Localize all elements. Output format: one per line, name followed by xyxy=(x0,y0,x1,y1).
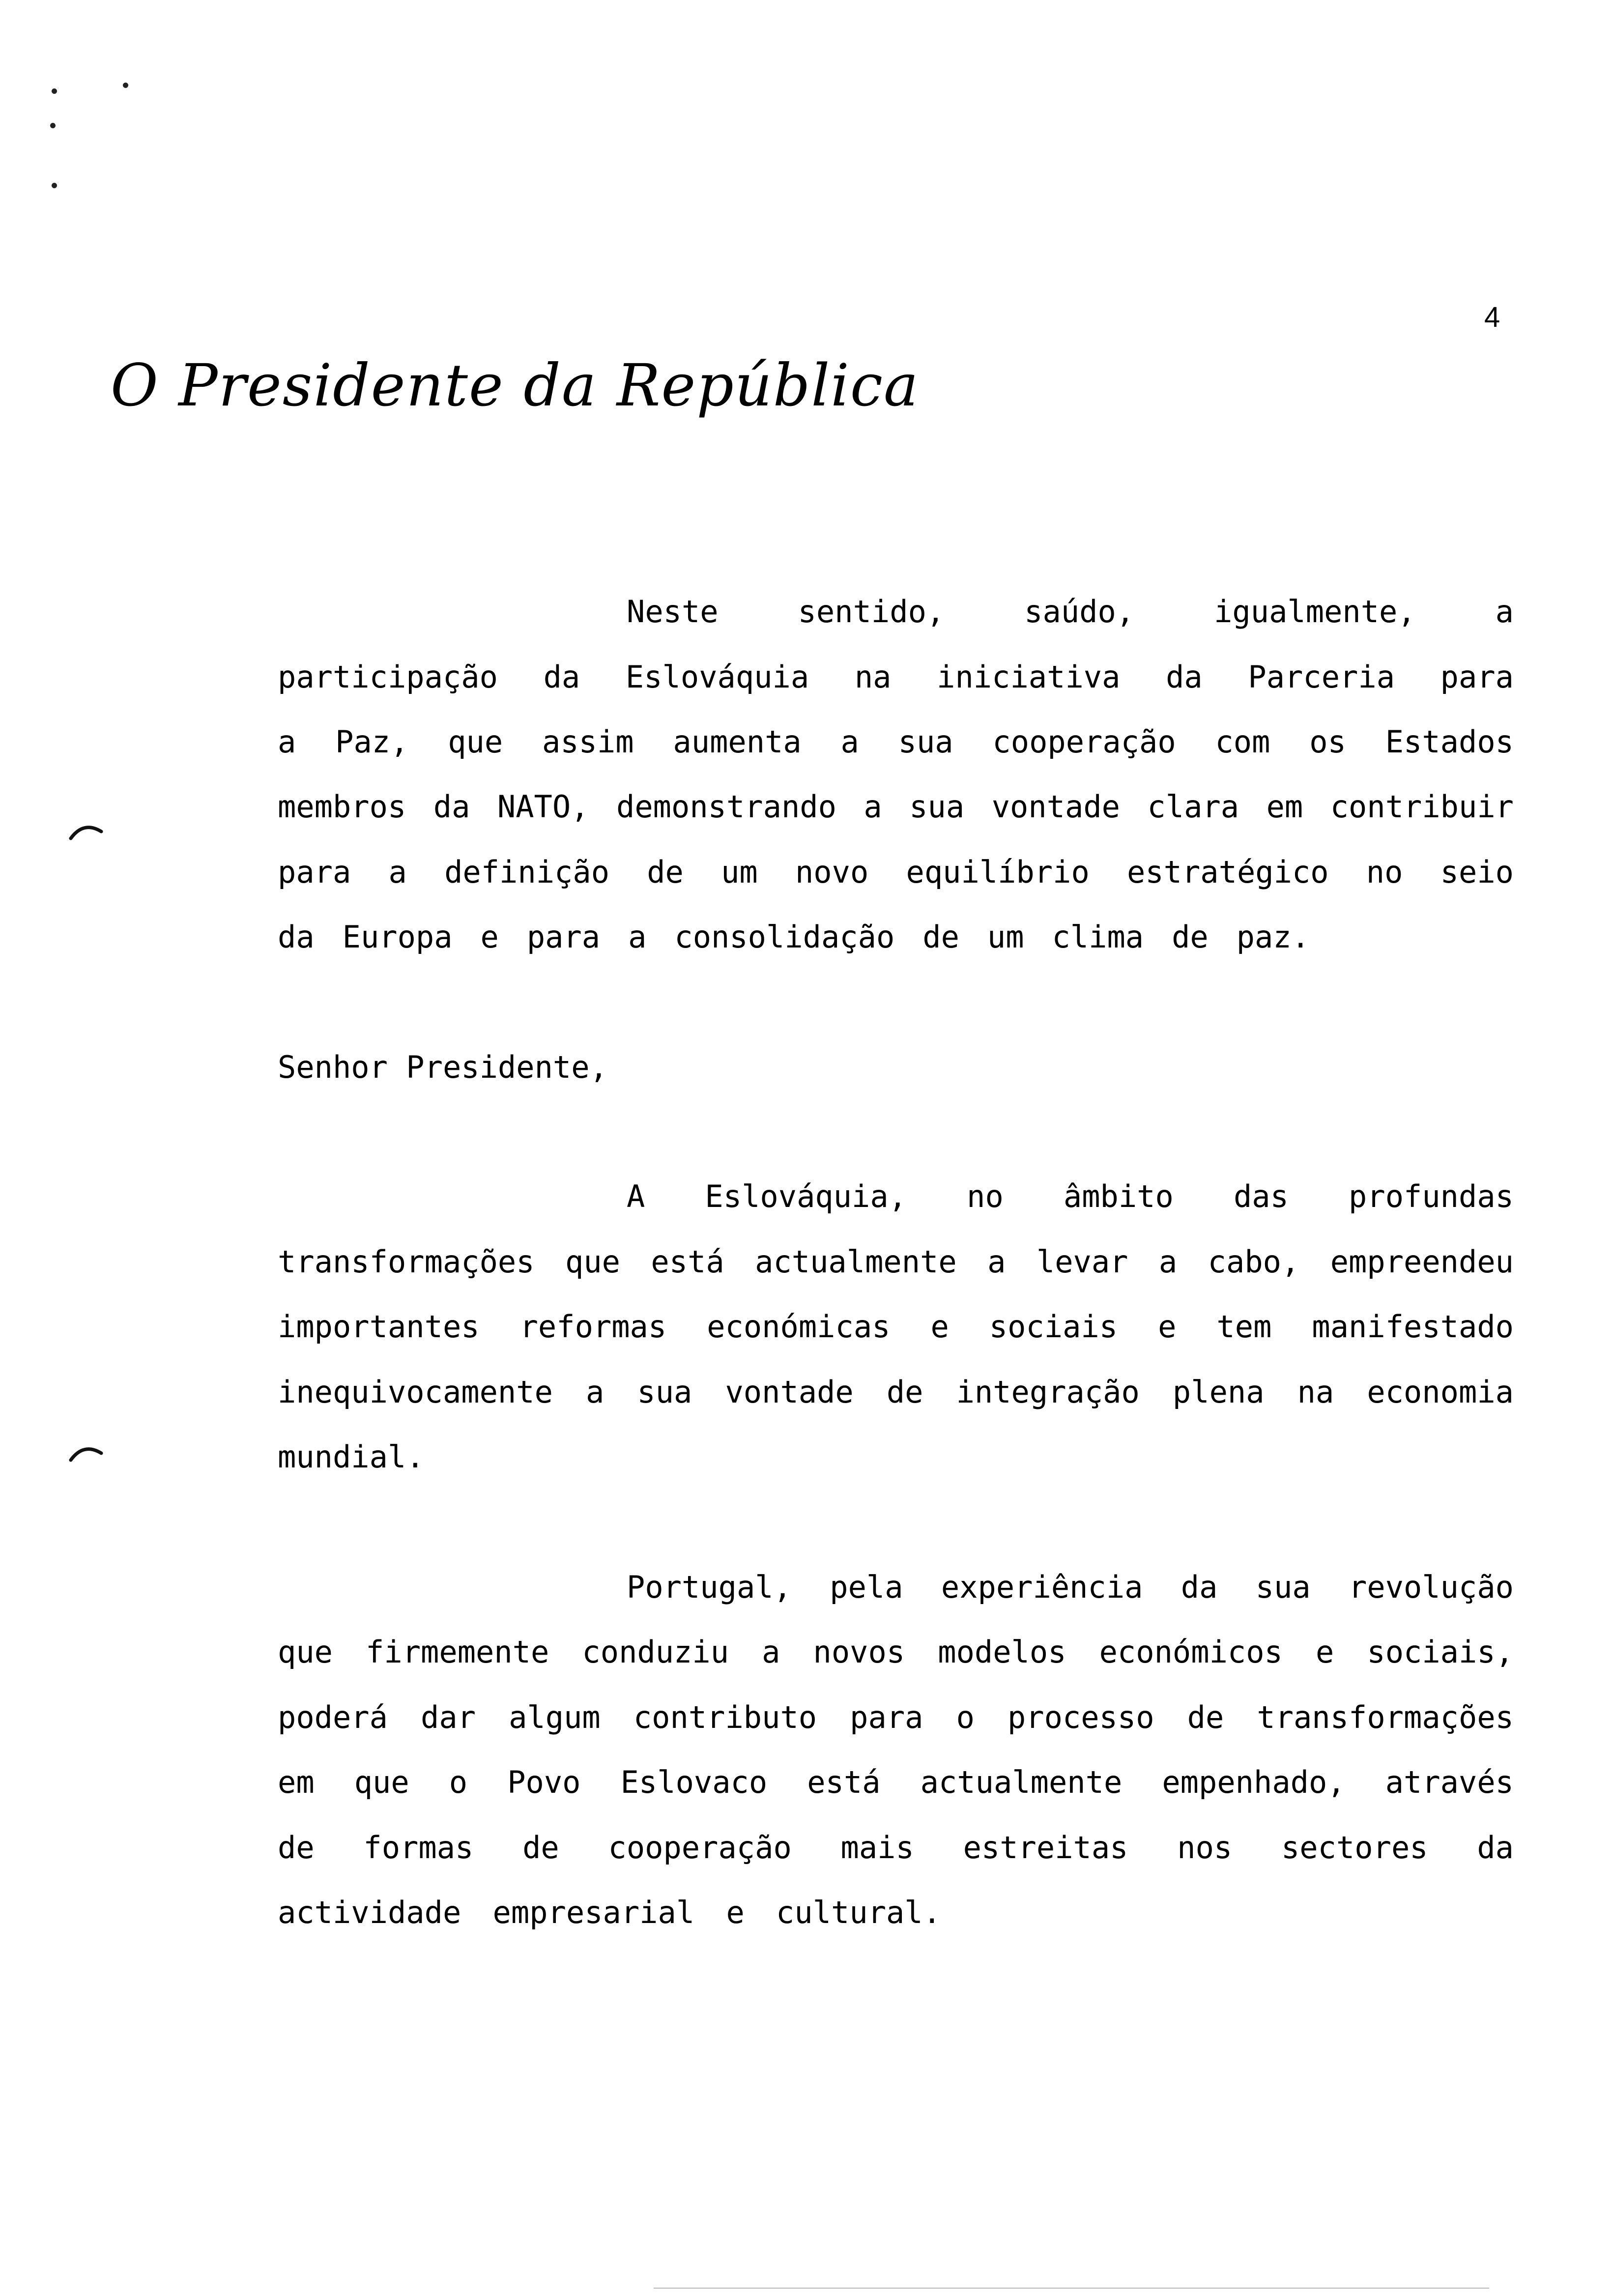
paragraph-1-line: da Europa e para a consolidação de um clima de paz. xyxy=(278,919,1310,955)
scan-speck xyxy=(52,183,57,188)
paragraph-3-line: em que o Povo Eslovaco está actualmente empenhado, através xyxy=(278,1764,1514,1800)
paragraph-1-line: a Paz, que assim aumenta a sua cooperação com os Estados xyxy=(278,724,1514,760)
paragraph-2-line: A Eslováquia, no âmbito das profundas xyxy=(627,1178,1514,1214)
paragraph-3-line: actividade empresarial e cultural. xyxy=(278,1894,941,1930)
paragraph-1-line: membros da NATO, demonstrando a sua vontade clara em contribuir xyxy=(278,789,1514,825)
paragraph-2-line: transformações que está actualmente a levar a cabo, empreendeu xyxy=(278,1244,1514,1280)
paragraph-3-line: Portugal, pela experiência da sua revolução xyxy=(627,1569,1514,1605)
scan-speck xyxy=(123,83,128,88)
punch-hole-mark xyxy=(69,821,103,840)
paragraph-1-line: para a definição de um novo equilíbrio estratégico no seio xyxy=(278,854,1514,890)
scan-speck xyxy=(52,88,57,94)
paragraph-3-line: de formas de cooperação mais estreitas nos sectores da xyxy=(278,1830,1514,1866)
salutation: Senhor Presidente, xyxy=(278,1049,608,1085)
paragraph-1-line: participação da Eslováquia na iniciativa da Parceria para xyxy=(278,659,1514,695)
letterhead-title: O Presidente da República xyxy=(111,351,920,419)
punch-hole-mark xyxy=(69,1442,103,1462)
paragraph-2-line: importantes reformas económicas e sociais e tem manifestado xyxy=(278,1309,1514,1345)
scan-edge-line xyxy=(654,2288,1489,2289)
page-number: 4 xyxy=(1484,301,1500,333)
scan-speck xyxy=(50,123,56,128)
paragraph-3-line: poderá dar algum contributo para o processo de transformações xyxy=(278,1699,1514,1735)
paragraph-3-line: que firmemente conduziu a novos modelos económicos e sociais, xyxy=(278,1634,1514,1670)
paragraph-2-line: mundial. xyxy=(278,1439,425,1475)
paragraph-1-line: Neste sentido, saúdo, igualmente, a xyxy=(627,594,1514,630)
paragraph-2-line: inequivocamente a sua vontade de integração plena na economia xyxy=(278,1374,1514,1410)
